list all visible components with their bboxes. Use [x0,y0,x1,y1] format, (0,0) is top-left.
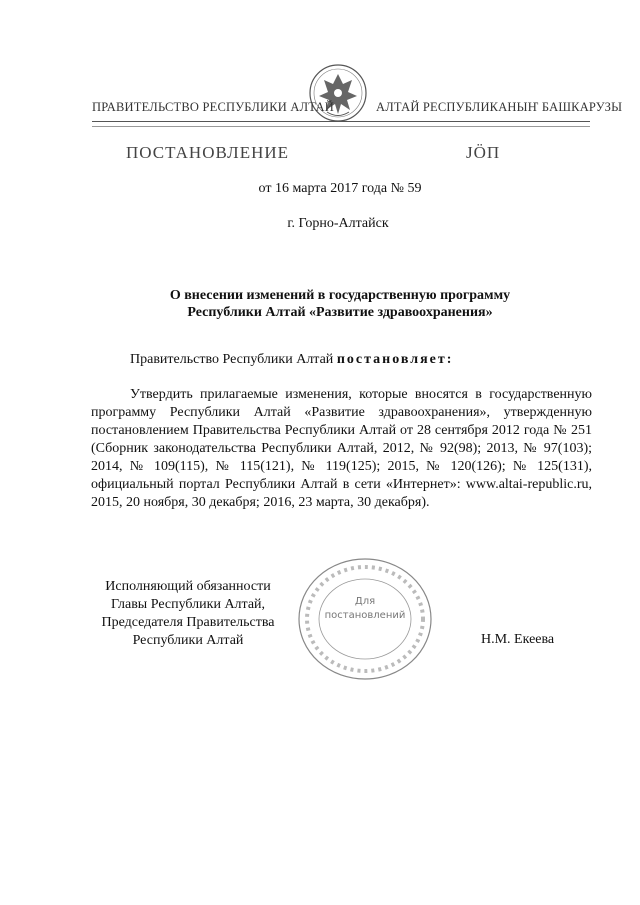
date-line: от 16 марта 2017 года № 59 [258,181,422,196]
city-line: г. Горно-Алтайск [287,216,389,231]
decree-line [130,352,453,368]
body-paragraph: Утвердить прилагаемые изменения, которые вносятся в государственную программу Республики Алтай «Развитие здравоохранения», утвержденную постановлением Правительства Республики Алтай от 28 сентября 2012 года № 251 (Сборник законодательства Республики Алтай, 2012, № 92(98); 2013, № 97(103); 2014, № 109(115), № 115(121), № 119(125); 2015, № 120(126); № 125(131), официальный портал Республики Алтай в сети «Интернет»: www.altai-republic.ru, 2015, 20 ноября, 30 декабря; 2016, 23 марта, 30 декабря). [91,387,592,510]
decree-word: постановляет: [336,352,454,367]
stamp-text-2: постановлений [324,610,406,621]
doc-type-ru: ПОСТАНОВЛЕНИЕ [126,143,290,162]
header-rule [92,121,590,122]
signature-line-2: Главы Республики Алтай, [110,597,266,612]
header-right-title: АЛТАЙ РЕСПУБЛИКАНЫҤ БАШКАРУЗЫ [376,100,623,114]
title-line-1: О внесении изменений в государственную программу [169,288,511,303]
header-left-title: ПРАВИТЕЛЬСТВО РЕСПУБЛИКИ АЛТАЙ [92,100,334,114]
document-title [100,287,580,321]
stamp-text-1: Для [354,596,376,607]
title-line-2: Республики Алтай «Развитие здравоохранения» [187,305,493,320]
signature-line-1: Исполняющий обязанности [105,579,271,594]
doc-type-alt: ЈӦП [466,143,501,162]
signature-title [96,578,280,650]
signature-line-4: Республики Алтай [132,633,244,648]
signatory-name: Н.М. Екеева [481,632,555,647]
official-stamp [291,553,439,685]
header-rule-thin [92,126,590,127]
signature-line-3: Председателя Правительства [101,615,275,630]
decree-lead: Правительство Республики Алтай [130,352,334,367]
